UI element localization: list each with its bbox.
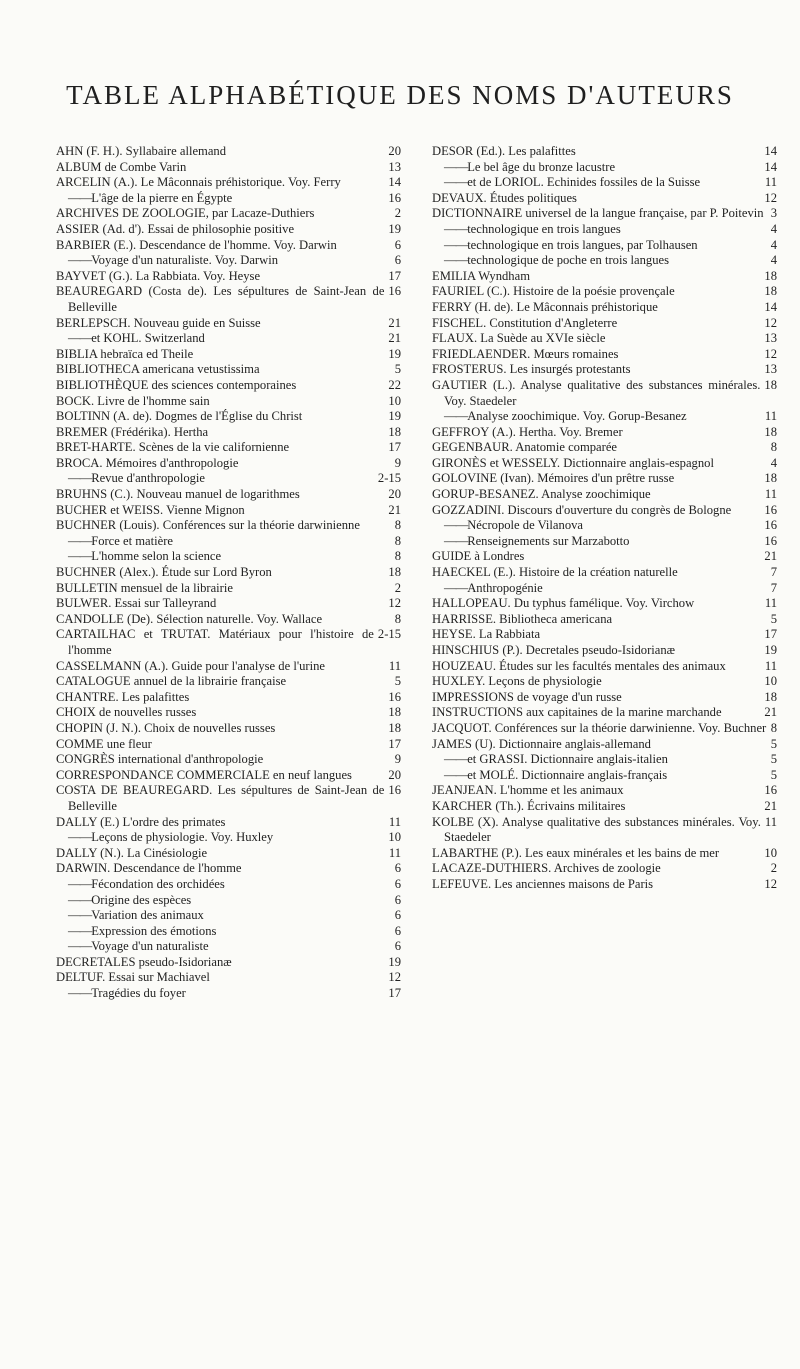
entry-page-number: 3 [770, 206, 777, 221]
index-entry [56, 970, 401, 986]
entry-text: Renseignements sur Marzabotto [467, 533, 630, 548]
index-entry [432, 440, 777, 456]
index-entry [56, 347, 401, 363]
entry-page-number: 18 [388, 565, 401, 580]
index-entry [56, 783, 401, 814]
index-entry [56, 549, 401, 565]
index-entry [56, 362, 401, 378]
entry-page-number: —— 16 [764, 518, 777, 533]
entry-text: GIRONÈS et WESSELY. Dictionnaire anglais-espagnol [432, 455, 714, 470]
entry-text: CHANTRE. Les palafittes [56, 689, 190, 704]
entry-text: HAECKEL (E.). Histoire de la création naturelle [432, 565, 678, 580]
entry-page-number: 12 [764, 315, 777, 330]
entry-page-number: —— 4 [770, 221, 777, 236]
entry-text: FROSTERUS. Les insurgés protestants [432, 362, 631, 377]
entry-page-number: 18 [388, 720, 401, 735]
index-entry [432, 206, 777, 222]
entry-page-number: 18 [764, 424, 777, 439]
entry-page-number: 18 [764, 689, 777, 704]
entry-page-number: 21 [764, 705, 777, 720]
entry-text: FISCHEL. Constitution d'Angleterre [432, 315, 618, 330]
index-entry [56, 471, 401, 487]
index-entry [432, 815, 777, 846]
index-entry [56, 955, 401, 971]
entry-page-number: 11 [388, 814, 401, 829]
index-entry [56, 877, 401, 893]
index-entry [56, 627, 401, 658]
entry-page-number: 18 [388, 424, 401, 439]
entry-text: BRUHNS (C.). Nouveau manuel de logarithmes [56, 487, 300, 502]
entry-page-number: 8 [394, 611, 401, 626]
entry-text: Anthropogénie [467, 580, 543, 595]
entry-text: BIBLIOTHÈQUE des sciences contemporaines [56, 377, 297, 392]
index-entry [56, 160, 401, 176]
index-entry [432, 846, 777, 862]
index-entry [56, 861, 401, 877]
index-entry [56, 846, 401, 862]
index-entry [432, 316, 777, 332]
entry-page-number: 21 [764, 798, 777, 813]
entry-text: HALLOPEAU. Du typhus famélique. Voy. Virchow [432, 596, 695, 611]
entry-text: FAURIEL (C.). Histoire de la poésie provençale [432, 284, 675, 299]
index-entry [432, 721, 777, 737]
entry-page-number: 2 [770, 861, 777, 876]
index-entry [432, 752, 777, 768]
entry-text: Expression des émotions [91, 923, 217, 938]
entry-text: Leçons de physiologie. Voy. Huxley [91, 830, 274, 845]
index-entry [432, 581, 777, 597]
entry-text: HINSCHIUS (P.). Decretales pseudo-Isidorianæ [432, 643, 676, 657]
entry-page-number: —— 11 [764, 175, 777, 190]
entry-page-number: —— 16 [764, 533, 777, 548]
index-entry [56, 737, 401, 753]
entry-text: et de LORIOL. Echinides fossiles de la Suisse [467, 175, 701, 190]
index-entry [56, 440, 401, 456]
entry-text: JAMES (U). Dictionnaire anglais-allemand [432, 736, 651, 751]
index-entry [56, 331, 401, 347]
entry-page-number: —— 2-15 [377, 471, 401, 486]
entry-page-number: 16 [764, 783, 777, 798]
entry-text: BOCK. Livre de l'homme sain [56, 393, 210, 408]
entry-page-number: —— 17 [388, 986, 401, 1001]
index-entry [432, 160, 777, 176]
entry-text: BOLTINN (A. de). Dogmes de l'Église du Christ [56, 409, 303, 424]
index-entry [432, 487, 777, 503]
entry-page-number: 10 [764, 845, 777, 860]
entry-text: Fécondation des orchidées [91, 876, 225, 891]
entry-text: BERLEPSCH. Nouveau guide en Suisse [56, 315, 261, 330]
entry-page-number: 5 [770, 611, 777, 626]
entry-text: CORRESPONDANCE COMMERCIALE en neuf langues [56, 767, 352, 782]
entry-page-number: 16 [388, 284, 401, 299]
entry-page-number: 21 [764, 549, 777, 564]
entry-text: LEFEUVE. Les anciennes maisons de Paris [432, 876, 654, 891]
index-entry [432, 768, 777, 784]
entry-page-number: 13 [388, 159, 401, 174]
entry-text: HARRISSE. Bibliotheca americana [432, 611, 613, 626]
entry-page-number: —— 4 [770, 237, 777, 252]
entry-text: Variation des animaux [91, 908, 204, 923]
entry-text: AHN (F. H.). Syllabaire allemand [56, 144, 227, 158]
entry-page-number: 19 [388, 346, 401, 361]
entry-text: Origine des espèces [91, 892, 192, 907]
index-entry [56, 565, 401, 581]
entry-text: et GRASSI. Dictionnaire anglais-italien [467, 752, 668, 767]
entry-page-number: —— 16 [388, 190, 401, 205]
index-entry [56, 674, 401, 690]
entry-page-number: 12 [388, 970, 401, 985]
entry-page-number: 12 [764, 876, 777, 891]
entry-text: BAYVET (G.). La Rabbiata. Voy. Heyse [56, 268, 261, 283]
page-title: TABLE ALPHABÉTIQUE DES NOMS D'AUTEURS [66, 80, 734, 110]
index-entry [432, 378, 777, 409]
index-entry [432, 269, 777, 285]
entry-page-number: 17 [764, 627, 777, 642]
index-entry [432, 518, 777, 534]
entry-page-number: 17 [388, 268, 401, 283]
index-entry [56, 175, 401, 191]
index-entry [56, 238, 401, 254]
index-entry [432, 191, 777, 207]
entry-page-number: —— 21 [388, 331, 401, 346]
index-entry [56, 456, 401, 472]
entry-page-number: 19 [388, 954, 401, 969]
entry-text: BARBIER (E.). Descendance de l'homme. Voy. Darwin [56, 237, 337, 252]
entry-page-number: 12 [388, 596, 401, 611]
index-entry [432, 284, 777, 300]
entry-text: GEFFROY (A.). Hertha. Voy. Bremer [432, 424, 623, 439]
entry-text: GEGENBAUR. Anatomie comparée [432, 440, 618, 455]
index-entry [432, 861, 777, 877]
index-entry [432, 643, 777, 659]
index-entry [432, 425, 777, 441]
entry-text: CATALOGUE annuel de la librairie française [56, 674, 287, 689]
entry-page-number: 18 [764, 284, 777, 299]
entry-text: technologique en trois langues, par Tolhausen [467, 237, 698, 252]
index-entry [56, 596, 401, 612]
index-entry [432, 877, 777, 893]
entry-page-number: 5 [394, 362, 401, 377]
index-entry [432, 565, 777, 581]
index-entry [56, 284, 401, 315]
index-entry [432, 690, 777, 706]
entry-page-number: —— 14 [764, 159, 777, 174]
index-entry [56, 487, 401, 503]
index-entry [432, 362, 777, 378]
index-entry [432, 456, 777, 472]
entry-page-number: 18 [764, 268, 777, 283]
index-entry [432, 175, 777, 191]
entry-page-number: —— 6 [394, 939, 401, 954]
entry-text: DECRETALES pseudo-Isidorianæ [56, 954, 232, 969]
index-entry [56, 690, 401, 706]
entry-text: CHOPIN (J. N.). Choix de nouvelles russes [56, 720, 276, 735]
index-entry [432, 238, 777, 254]
entry-text: BIBLIA hebraïca ed Theile [56, 346, 194, 361]
entry-page-number: 18 [388, 705, 401, 720]
entry-page-number: 20 [388, 487, 401, 502]
entry-page-number: —— 10 [388, 830, 401, 845]
entry-text: HUXLEY. Leçons de physiologie [432, 674, 602, 689]
index-entry [56, 534, 401, 550]
entry-text: EMILIA Wyndham [432, 268, 530, 283]
entry-text: Force et matière [91, 533, 174, 548]
entry-page-number: 11 [764, 596, 777, 611]
entry-text: BULLETIN mensuel de la librairie [56, 580, 233, 595]
entry-page-number: 5 [394, 674, 401, 689]
entry-page-number: 17 [388, 440, 401, 455]
entry-text: FERRY (H. de). Le Mâconnais préhistorique [432, 299, 658, 314]
entry-page-number: 10 [388, 393, 401, 408]
entry-page-number: 14 [764, 299, 777, 314]
entry-page-number: 8 [770, 440, 777, 455]
entry-page-number: 8 [394, 518, 401, 533]
index-entry [56, 705, 401, 721]
entry-page-number: —— 8 [394, 533, 401, 548]
index-entry [56, 721, 401, 737]
index-entry [432, 659, 777, 675]
entry-text: JACQUOT. Conférences sur la théorie darwinienne. Voy. Buchner [432, 720, 767, 735]
index-entry [56, 269, 401, 285]
index-entry [432, 300, 777, 316]
entry-text: CASSELMANN (A.). Guide pour l'analyse de l'urine [56, 658, 325, 673]
index-entry [56, 316, 401, 332]
entry-page-number: —— 6 [394, 253, 401, 268]
entry-text: HOUZEAU. Études sur les facultés mentales des animaux [432, 658, 726, 673]
index-entry [56, 191, 401, 207]
entry-text: Revue d'anthropologie [91, 471, 206, 486]
entry-text: LACAZE-DUTHIERS. Archives de zoologie [432, 861, 661, 876]
entry-page-number: 14 [764, 144, 777, 158]
index-entry [56, 518, 401, 534]
entry-page-number: —— 6 [394, 923, 401, 938]
entry-page-number: 19 [388, 409, 401, 424]
entry-text: IMPRESSIONS de voyage d'un russe [432, 689, 622, 704]
index-entry [56, 659, 401, 675]
entry-text: FRIEDLAENDER. Mœurs romaines [432, 346, 619, 361]
index-entry [56, 908, 401, 924]
entry-text: LABARTHE (P.). Les eaux minérales et les bains de mer [432, 845, 720, 860]
entry-text: DALLY (E.) L'ordre des primates [56, 814, 226, 829]
entry-page-number: 14 [388, 175, 401, 190]
entry-page-number: —— 11 [764, 409, 777, 424]
entry-text: ARCHIVES DE ZOOLOGIE, par Lacaze-Duthiers [56, 206, 315, 221]
entry-text: GUIDE à Londres [432, 549, 525, 564]
entry-page-number: 22 [388, 377, 401, 392]
entry-page-number: 2 [394, 580, 401, 595]
entry-page-number: 6 [394, 861, 401, 876]
entry-page-number: —— 6 [394, 908, 401, 923]
index-entry [432, 144, 777, 160]
entry-text: COMME une fleur [56, 736, 152, 751]
index-entry [56, 986, 401, 1002]
entry-text: L'âge de la pierre en Égypte [91, 190, 233, 205]
index-entry [432, 674, 777, 690]
index-entry [432, 783, 777, 799]
index-entry [432, 409, 777, 425]
entry-page-number: 20 [388, 144, 401, 158]
entry-text: ASSIER (Ad. d'). Essai de philosophie positive [56, 221, 295, 236]
entry-text: HEYSE. La Rabbiata [432, 627, 541, 642]
entry-page-number: 11 [764, 487, 777, 502]
index-entry [56, 503, 401, 519]
index-entry [432, 471, 777, 487]
index-entry [56, 253, 401, 269]
index-entry [56, 893, 401, 909]
index-column-left [56, 144, 401, 1002]
entry-text: BUCHER et WEISS. Vienne Mignon [56, 502, 245, 517]
entry-text: BUCHNER (Louis). Conférences sur la théorie darwinienne [56, 518, 360, 533]
entry-text: ARCELIN (A.). Le Mâconnais préhistorique. Voy. Ferry [56, 175, 341, 190]
entry-text: CONGRÈS international d'anthropologie [56, 752, 264, 767]
index-entry [432, 503, 777, 519]
entry-page-number: 11 [764, 658, 777, 673]
entry-page-number: 13 [764, 331, 777, 346]
entry-text: BROCA. Mémoires d'anthropologie [56, 455, 239, 470]
entry-page-number: 12 [764, 190, 777, 205]
entry-text: KOLBE (X). Analyse qualitative des substances minérales. Voy. Staedeler [432, 814, 761, 845]
entry-page-number: —— 8 [394, 549, 401, 564]
entry-page-number: 19 [764, 643, 777, 657]
entry-page-number: 18 [764, 471, 777, 486]
entry-page-number: —— 5 [770, 752, 777, 767]
entry-text: BRET-HARTE. Scènes de la vie californienne [56, 440, 290, 455]
entry-text: DARWIN. Descendance de l'homme [56, 861, 242, 876]
entry-text: CANDOLLE (De). Sélection naturelle. Voy. Wallace [56, 611, 323, 626]
entry-text: DALLY (N.). La Cinésiologie [56, 845, 208, 860]
entry-page-number: 8 [770, 720, 777, 735]
entry-page-number: —— 6 [394, 876, 401, 891]
index-entry [56, 425, 401, 441]
index-entry [56, 612, 401, 628]
entry-page-number: 19 [388, 221, 401, 236]
entry-page-number: 21 [388, 502, 401, 517]
entry-text: DESOR (Ed.). Les palafittes [432, 144, 576, 158]
entry-text: DEVAUX. Études politiques [432, 190, 577, 205]
index-entry [432, 549, 777, 565]
entry-text: KARCHER (Th.). Écrivains militaires [432, 798, 626, 813]
entry-text: et MOLÉ. Dictionnaire anglais-français [467, 767, 668, 782]
entry-page-number: 5 [770, 736, 777, 751]
entry-page-number: 11 [388, 658, 401, 673]
index-entry [432, 799, 777, 815]
index-entry [432, 253, 777, 269]
index-entry [432, 737, 777, 753]
index-entry [56, 581, 401, 597]
index-entry [56, 394, 401, 410]
entry-page-number: 21 [388, 315, 401, 330]
entry-text: DICTIONNAIRE universel de la langue française, par P. Poitevin [432, 206, 764, 221]
entry-text: ALBUM de Combe Varin [56, 159, 187, 174]
entry-text: DELTUF. Essai sur Machiavel [56, 970, 210, 985]
index-entry [56, 815, 401, 831]
entry-page-number: 12 [764, 346, 777, 361]
entry-text: BIBLIOTHECA americana vetustissima [56, 362, 260, 377]
index-entry [56, 768, 401, 784]
entry-page-number: 16 [388, 689, 401, 704]
entry-text: INSTRUCTIONS aux capitaines de la marine marchande [432, 705, 722, 720]
entry-page-number: 16 [764, 502, 777, 517]
index-entry [432, 534, 777, 550]
entry-page-number: 2 [394, 206, 401, 221]
entry-page-number: 10 [764, 674, 777, 689]
entry-page-number: 2-15 [377, 627, 401, 642]
entry-page-number: 16 [388, 783, 401, 798]
entry-page-number: 11 [764, 814, 777, 829]
entry-text: FLAUX. La Suède au XVIe siècle [432, 331, 606, 346]
index-entry [56, 222, 401, 238]
entry-page-number: 4 [770, 455, 777, 470]
entry-text: Nécropole de Vilanova [467, 518, 583, 533]
index-entry [56, 752, 401, 768]
index-entry [56, 830, 401, 846]
entry-text: GOLOVINE (Ivan). Mémoires d'un prêtre russe [432, 471, 675, 486]
index-entry [432, 627, 777, 643]
entry-page-number: 18 [764, 377, 777, 392]
entry-page-number: 13 [764, 362, 777, 377]
entry-text: GORUP-BESANEZ. Analyse zoochimique [432, 487, 651, 502]
index-entry [56, 939, 401, 955]
index-entry [432, 331, 777, 347]
entry-page-number: 20 [388, 767, 401, 782]
entry-text: CHOIX de nouvelles russes [56, 705, 197, 720]
entry-text: BREMER (Frédérika). Hertha [56, 424, 209, 439]
entry-page-number: 9 [394, 752, 401, 767]
entry-page-number: 17 [388, 736, 401, 751]
entry-text: JEANJEAN. L'homme et les animaux [432, 783, 624, 798]
index-entry [432, 222, 777, 238]
index-column-right [432, 144, 777, 893]
entry-text: GAUTIER (L.). Analyse qualitative des substances minérales. Voy. Staedeler [432, 377, 761, 408]
entry-text: Le bel âge du bronze lacustre [467, 159, 616, 174]
index-entry [432, 612, 777, 628]
entry-page-number: —— 4 [770, 253, 777, 268]
index-entry [432, 705, 777, 721]
entry-page-number: —— 5 [770, 767, 777, 782]
entry-text: COSTA DE BEAUREGARD. Les sépultures de Saint-Jean de Belleville [56, 783, 385, 813]
index-entry [432, 596, 777, 612]
index-entry [56, 206, 401, 222]
index-entry [432, 347, 777, 363]
entry-text: L'homme selon la science [91, 549, 222, 564]
entry-text: BULWER. Essai sur Talleyrand [56, 596, 217, 611]
entry-page-number: 7 [770, 565, 777, 580]
entry-text: Tragédies du foyer [91, 986, 186, 1001]
entry-page-number: 6 [394, 237, 401, 252]
index-entry [56, 144, 401, 160]
entry-text: BUCHNER (Alex.). Étude sur Lord Byron [56, 565, 272, 580]
index-entry [56, 378, 401, 394]
entry-text: Voyage d'un naturaliste. Voy. Darwin [91, 253, 279, 268]
index-entry [56, 924, 401, 940]
entry-text: et KOHL. Switzerland [91, 331, 205, 346]
entry-text: BEAUREGARD (Costa de). Les sépultures de Saint-Jean de Belleville [56, 284, 385, 314]
entry-text: technologique en trois langues [467, 221, 621, 236]
entry-text: CARTAILHAC et TRUTAT. Matériaux pour l'histoire de l'homme [56, 627, 374, 657]
entry-page-number: 9 [394, 455, 401, 470]
entry-page-number: 11 [388, 845, 401, 860]
entry-text: GOZZADINI. Discours d'ouverture du congrès de Bologne [432, 502, 732, 517]
entry-text: Voyage d'un naturaliste [91, 939, 209, 954]
entry-page-number: —— 6 [394, 892, 401, 907]
entry-page-number: —— 7 [770, 580, 777, 595]
index-entry [56, 409, 401, 425]
entry-text: technologique de poche en trois langues [467, 253, 669, 268]
entry-text: Analyse zoochimique. Voy. Gorup-Besanez [467, 409, 687, 424]
